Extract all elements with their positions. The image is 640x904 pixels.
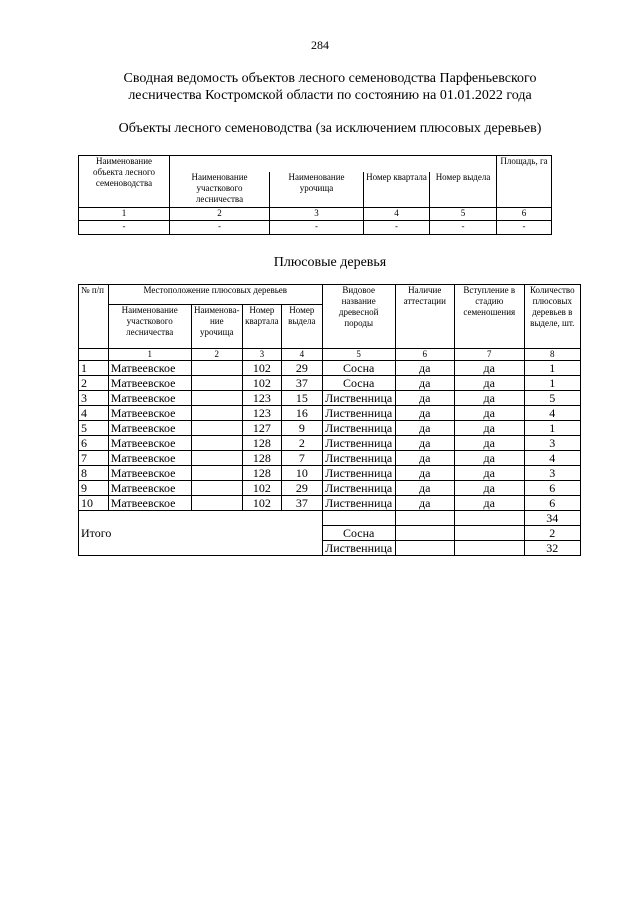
row-count: 6 — [524, 481, 580, 496]
row-number: 2 — [79, 376, 109, 391]
table-row — [79, 451, 581, 466]
total-att-blank — [395, 541, 454, 556]
col-number: 8 — [524, 349, 580, 361]
row-district: Матвеевское — [108, 481, 191, 496]
row-district: Матвеевское — [108, 496, 191, 511]
row-attestation: да — [395, 451, 454, 466]
header-section: Номер выдела — [430, 172, 497, 208]
header-district: Наименование участкового лесничества — [170, 172, 270, 208]
total-seed-blank — [454, 511, 524, 526]
section2-title: Плюсовые деревья — [273, 255, 387, 270]
row-tract — [191, 436, 242, 451]
row-attestation: да — [395, 391, 454, 406]
row-count: 1 — [524, 361, 580, 376]
row-attestation: да — [395, 496, 454, 511]
row-seeding: да — [454, 406, 524, 421]
row-count: 3 — [524, 466, 580, 481]
plus-trees-table — [78, 284, 581, 556]
row-district: Матвеевское — [108, 391, 191, 406]
row-species: Лиственница — [322, 481, 395, 496]
table-row — [79, 421, 581, 436]
row-number: 10 — [79, 496, 109, 511]
row-section: 9 — [281, 421, 322, 436]
row-district: Матвеевское — [108, 406, 191, 421]
row-seeding: да — [454, 421, 524, 436]
row-number: 4 — [79, 406, 109, 421]
document-title — [60, 70, 600, 104]
table-cell: - — [364, 221, 430, 235]
row-district: Матвеевское — [108, 466, 191, 481]
col-number: 6 — [497, 208, 552, 221]
row-quarter: 128 — [242, 436, 281, 451]
row-count: 5 — [524, 391, 580, 406]
table-cell: - — [170, 221, 270, 235]
row-attestation: да — [395, 361, 454, 376]
row-tract — [191, 496, 242, 511]
total-pine-count: 2 — [524, 526, 580, 541]
row-seeding: да — [454, 481, 524, 496]
row-number: 1 — [79, 361, 109, 376]
title-line-2: лесничества Костромской области по состоянию на 01.01.2022 года — [128, 88, 532, 103]
row-number: 6 — [79, 436, 109, 451]
col-number: 5 — [322, 349, 395, 361]
row-seeding: да — [454, 436, 524, 451]
col-number: 1 — [79, 208, 170, 221]
header-tract: Наименова-ние урочища — [191, 305, 242, 349]
row-species: Лиственница — [322, 436, 395, 451]
total-att-blank — [395, 511, 454, 526]
row-section: 37 — [281, 496, 322, 511]
table-row — [79, 361, 581, 376]
total-att-blank — [395, 526, 454, 541]
row-number: 3 — [79, 391, 109, 406]
row-attestation: да — [395, 436, 454, 451]
row-tract — [191, 361, 242, 376]
row-quarter: 102 — [242, 481, 281, 496]
row-quarter: 123 — [242, 406, 281, 421]
row-species: Сосна — [322, 361, 395, 376]
page-number: 284 — [311, 38, 329, 52]
total-larch-label: Лиственница — [322, 541, 395, 556]
row-district: Матвеевское — [108, 436, 191, 451]
table-row — [79, 406, 581, 421]
row-count: 1 — [524, 376, 580, 391]
total-seed-blank — [454, 541, 524, 556]
row-quarter: 102 — [242, 376, 281, 391]
col-number: 5 — [430, 208, 497, 221]
header-attestation: Наличие аттестации — [395, 285, 454, 349]
row-section: 7 — [281, 451, 322, 466]
col-number: 3 — [242, 349, 281, 361]
row-species: Лиственница — [322, 406, 395, 421]
row-quarter: 128 — [242, 466, 281, 481]
row-district: Матвеевское — [108, 451, 191, 466]
table-row — [79, 436, 581, 451]
col-number: 1 — [108, 349, 191, 361]
row-tract — [191, 421, 242, 436]
header-area: Площадь, га — [497, 156, 552, 208]
header-location: Местоположение плюсовых деревьев — [108, 285, 322, 305]
table-row — [79, 376, 581, 391]
row-seeding: да — [454, 391, 524, 406]
header-seeding: Вступление в стадию семеношения — [454, 285, 524, 349]
row-tract — [191, 481, 242, 496]
row-species: Лиственница — [322, 451, 395, 466]
total-larch-count: 32 — [524, 541, 580, 556]
header-object-name: Наименование объекта лесного семеноводства — [79, 156, 170, 208]
row-district: Матвеевское — [108, 376, 191, 391]
table-row — [79, 481, 581, 496]
row-attestation: да — [395, 376, 454, 391]
col-number — [79, 349, 109, 361]
row-seeding: да — [454, 466, 524, 481]
row-quarter: 127 — [242, 421, 281, 436]
table-cell: - — [79, 221, 170, 235]
row-seeding: да — [454, 496, 524, 511]
col-number: 7 — [454, 349, 524, 361]
row-count: 1 — [524, 421, 580, 436]
table-cell: - — [497, 221, 552, 235]
row-attestation: да — [395, 466, 454, 481]
row-number: 9 — [79, 481, 109, 496]
col-number: 6 — [395, 349, 454, 361]
total-label: Итого — [79, 511, 323, 556]
table-row — [79, 496, 581, 511]
row-section: 2 — [281, 436, 322, 451]
header-species: Видовое название древесной породы — [322, 285, 395, 349]
row-tract — [191, 466, 242, 481]
col-number: 2 — [170, 208, 270, 221]
header-section: Номер выдела — [281, 305, 322, 349]
row-section: 10 — [281, 466, 322, 481]
title-line-1: Сводная ведомость объектов лесного семеноводства Парфеньевского — [123, 71, 537, 86]
table-cell: - — [270, 221, 364, 235]
table-cell: - — [430, 221, 497, 235]
row-attestation: да — [395, 481, 454, 496]
row-quarter: 102 — [242, 496, 281, 511]
row-tract — [191, 451, 242, 466]
seed-objects-table — [78, 155, 552, 235]
row-tract — [191, 391, 242, 406]
row-species: Сосна — [322, 376, 395, 391]
table-row — [79, 391, 581, 406]
header-district: Наименование участкового лесничества — [108, 305, 191, 349]
row-count: 4 — [524, 451, 580, 466]
total-pine-label: Сосна — [322, 526, 395, 541]
section1-title: Объекты лесного семеноводства (за исключением плюсовых деревьев) — [118, 121, 542, 136]
row-number: 5 — [79, 421, 109, 436]
header-quarter: Номер квартала — [364, 172, 430, 208]
header-num: № п/п — [79, 285, 109, 349]
header-quarter: Номер квартала — [242, 305, 281, 349]
row-number: 8 — [79, 466, 109, 481]
col-number: 2 — [191, 349, 242, 361]
col-number: 3 — [270, 208, 364, 221]
row-section: 15 — [281, 391, 322, 406]
table-row — [79, 466, 581, 481]
row-seeding: да — [454, 451, 524, 466]
row-quarter: 128 — [242, 451, 281, 466]
row-attestation: да — [395, 421, 454, 436]
row-attestation: да — [395, 406, 454, 421]
row-quarter: 123 — [242, 391, 281, 406]
total-count: 34 — [524, 511, 580, 526]
row-seeding: да — [454, 361, 524, 376]
row-section: 29 — [281, 481, 322, 496]
row-section: 37 — [281, 376, 322, 391]
row-count: 3 — [524, 436, 580, 451]
row-number: 7 — [79, 451, 109, 466]
col-number: 4 — [281, 349, 322, 361]
row-species: Лиственница — [322, 466, 395, 481]
row-count: 6 — [524, 496, 580, 511]
row-district: Матвеевское — [108, 421, 191, 436]
header-tract: Наименование урочища — [270, 172, 364, 208]
row-tract — [191, 406, 242, 421]
total-species-blank — [322, 511, 395, 526]
row-count: 4 — [524, 406, 580, 421]
header-spacer — [170, 156, 497, 172]
row-quarter: 102 — [242, 361, 281, 376]
row-district: Матвеевское — [108, 361, 191, 376]
col-number: 4 — [364, 208, 430, 221]
row-section: 29 — [281, 361, 322, 376]
row-section: 16 — [281, 406, 322, 421]
row-species: Лиственница — [322, 391, 395, 406]
row-seeding: да — [454, 376, 524, 391]
row-species: Лиственница — [322, 421, 395, 436]
header-count: Количество плюсовых деревьев в выделе, шт. — [524, 285, 580, 349]
row-species: Лиственница — [322, 496, 395, 511]
row-tract — [191, 376, 242, 391]
total-seed-blank — [454, 526, 524, 541]
